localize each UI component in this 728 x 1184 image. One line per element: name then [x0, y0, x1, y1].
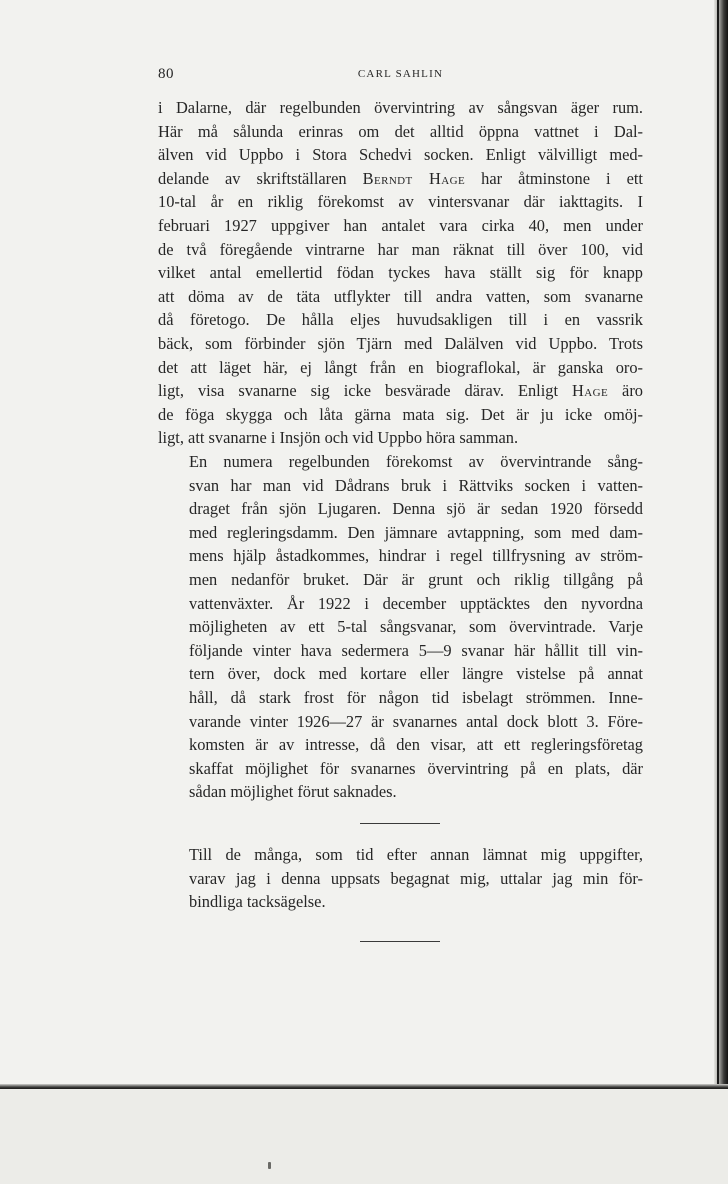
- text-line: komsten är av intresse, då den visar, att ett regleringsföretag: [189, 735, 643, 755]
- small-caps-name: Berndt Hage: [362, 168, 466, 188]
- text-line: vilket antal emellertid födan tyckes hava ställt sig för knapp: [158, 263, 643, 283]
- page-number: 80: [158, 66, 174, 82]
- text-line: Till de många, som tid efter annan lämnat mig uppgifter,: [189, 845, 643, 864]
- paragraph-text: [158, 96, 643, 450]
- paragraph-1: [158, 96, 643, 450]
- text-line: En numera regelbunden förekomst av övervintrande sång-: [189, 452, 643, 471]
- text-line: tern över, dock med kortare eller längre vistelse på annat: [189, 664, 643, 684]
- running-title: CARL SAHLIN: [357, 68, 444, 80]
- text-line: 10-tal år en riklig förekomst av vintersvanar där iakttagits. I: [158, 192, 643, 212]
- text-line: håll, då stark frost för någon tid isbelagt strömmen. Inne-: [189, 687, 643, 707]
- text-line: de två föregående vintrarne har man räknat till över 100, vid: [158, 239, 643, 259]
- text-line: varav jag i denna uppsats begagnat mig, uttalar jag min för-: [189, 868, 643, 888]
- text-line: delande av skriftställaren Berndt Hage har åtminstone i ett: [158, 168, 643, 188]
- end-divider: [360, 941, 440, 942]
- text-line: de föga skygga och låta gärna mata sig. Det är ju icke omöj-: [158, 404, 643, 424]
- scan-edge-line: [717, 0, 719, 1090]
- text-line: vattenväxter. År 1922 i december upptäcktes den nyvordna: [189, 593, 643, 613]
- text-line: sådan möjlighet förut saknades.: [189, 782, 397, 802]
- text-line: det att läget här, ej långt från en biograflokal, är ganska oro-: [158, 357, 643, 377]
- small-caps-name: Hage: [572, 381, 609, 401]
- text-line: draget från sjön Ljugaren. Denna sjö är sedan 1920 försedd: [189, 499, 643, 519]
- text-line: ligt, att svanarne i Insjön och vid Uppbo höra samman.: [158, 428, 519, 448]
- paragraph-text: [158, 450, 643, 804]
- text-line: varande vinter 1926—27 är svanarnes antal dock blott 3. Före-: [189, 711, 643, 731]
- section-divider: [360, 823, 440, 824]
- text-line: ligt, visa svanarne sig icke besvärade därav. Enligt Hage äro: [158, 381, 643, 401]
- running-head: [158, 66, 643, 86]
- text-line: möjligheten av ett 5-tal sångsvanar, som övervintrade. Varje: [189, 617, 643, 637]
- text-line: men nedanför bruket. Där är grunt och riklig tillgång på: [189, 569, 643, 589]
- text-line: följande vinter hava sedermera 5—9 svanar här hållit till vin-: [189, 640, 643, 660]
- text-line: bäck, som förbinder sjön Tjärn med Dalälven vid Uppbo. Trots: [158, 333, 643, 353]
- scan-margin: [0, 1089, 728, 1184]
- paragraph-text: [158, 843, 643, 914]
- text-line: mens hjälp åstadkommes, hindrar i regel tillfrysning av ström-: [189, 546, 643, 566]
- text-line: med regleringsdamm. Den jämnare avtappning, som med dam-: [189, 522, 643, 542]
- text-line: februari 1927 uppgiver han antalet vara cirka 40, men under: [158, 215, 643, 235]
- scan-speck: [268, 1162, 271, 1169]
- text-line: Här må sålunda erinras om det alltid öppna vattnet i Dal-: [158, 121, 643, 141]
- text-line: älven vid Uppbo i Stora Schedvi socken. Enligt välvilligt med-: [158, 145, 643, 165]
- paragraph-2: [158, 450, 643, 804]
- text-line: svan har man vid Dådrans bruk i Rättviks socken i vatten-: [189, 475, 643, 495]
- text-line: bindliga tacksägelse.: [189, 892, 326, 912]
- text-line: att döma av de täta utflykter till andra vatten, som svanarne: [158, 286, 643, 306]
- text-line: i Dalarne, där regelbunden övervintring av sångsvan äger rum.: [158, 98, 643, 117]
- text-line: då företogo. De hålla eljes huvudsakligen till i en vassrik: [158, 310, 643, 330]
- text-line: skaffat möjlighet för svanarnes övervintring på en plats, där: [189, 758, 643, 778]
- paragraph-3: [158, 843, 643, 914]
